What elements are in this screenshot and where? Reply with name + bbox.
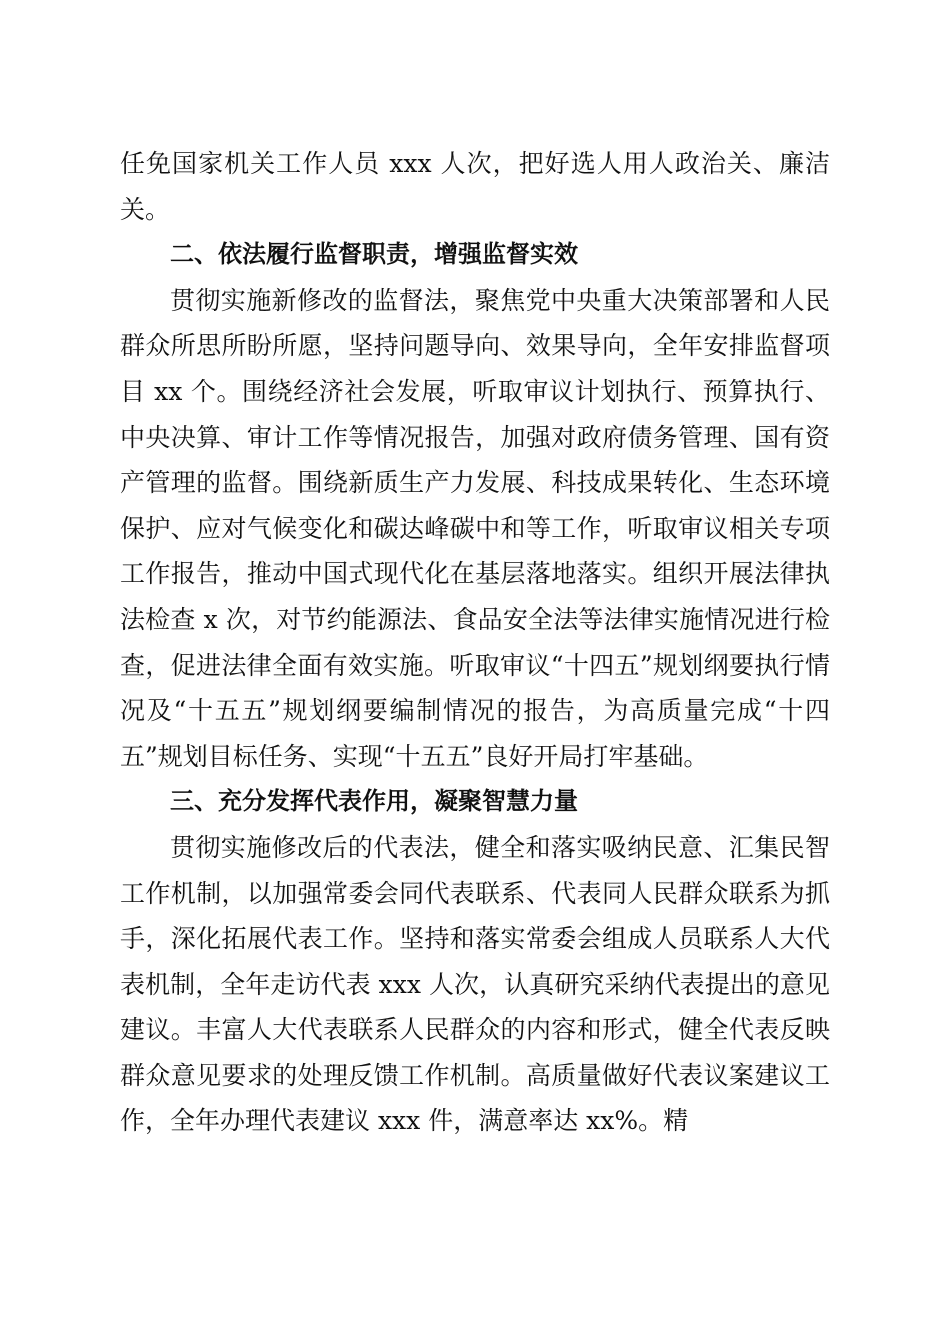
section-heading-supervision: 二、依法履行监督职责，增强监督实效 bbox=[170, 240, 578, 269]
document-page bbox=[120, 141, 830, 1144]
section-body-representatives: 贯彻实施修改后的代表法，健全和落实吸纳民意、汇集民智工作机制，以加强常委会同代表联系、代表同人民群众联系为抓手，深化拓展代表工作。坚持和落实常委会组成人员联系人大代表机制，全年走访代表 xxx 人次，认真研究采纳代表提出的意见建议。丰富人大代表联系人民群众的内容和形式，健全代表反映群众意见要求的处理反馈工作机制。高质量做好代表议案建议工作，全年办理代表建议 xxx 件，满意率达 xx%。精 bbox=[120, 832, 830, 1136]
paragraph-continuation: 任免国家机关工作人员 xxx 人次，把好选人用人政治关、廉洁关。 bbox=[120, 149, 830, 224]
section-body-supervision: 贯彻实施新修改的监督法，聚焦党中央重大决策部署和人民群众所思所盼所愿，坚持问题导向、效果导向，全年安排监督项目 xx 个。围绕经济社会发展，听取审议计划执行、预算执行、中央决算、审计工作等情况报告，加强对政府债务管理、国有资产管理的监督。围绕新质生产力发展、科技成果转化、生态环境保护、应对气候变化和碳达峰碳中和等工作，听取审议相关专项工作报告，推动中国式现代化在基层落地落实。组织开展法律执法检查 x 次，对节约能源法、食品安全法等法律实施情况进行检查，促进法律全面有效实施。听取审议“十四五”规划纲要执行情况及“十五五”规划纲要编制情况的报告，为高质量完成“十四五”规划目标任务、实现“十五五”良好开局打牢基础。 bbox=[120, 285, 830, 771]
section-heading-representatives: 三、充分发挥代表作用，凝聚智慧力量 bbox=[170, 787, 578, 816]
